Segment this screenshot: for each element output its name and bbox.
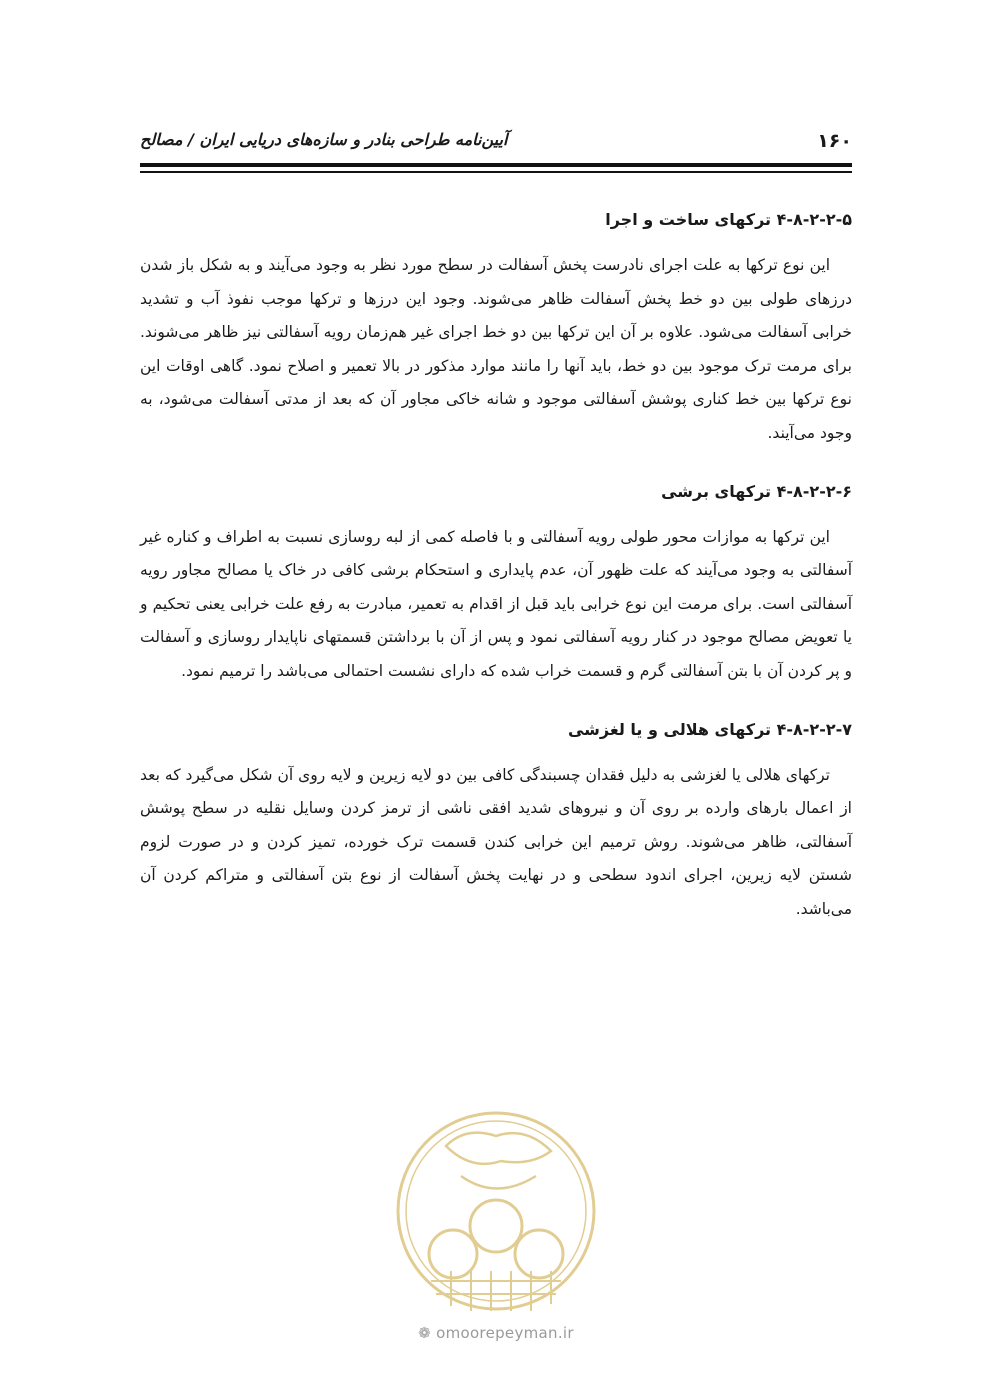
section xyxy=(140,715,852,927)
section xyxy=(140,477,852,689)
page-body xyxy=(140,205,852,953)
section-title: ۴-۸-۲-۲-۶ ترکهای برشی xyxy=(661,481,852,501)
section-paragraph: این ترکها به موازات محور طولی رویه آسفالتی و با فاصله کمی از لبه روسازی نسبت به اطراف و کناره غیر آسفالتی به وجود می‌آیند که علت ظهور آن، عدم پایداری و استحکام برشی کافی در خاک یا مصالح مجاور رویه آسفالتی است. برای مرمت این نوع خرابی باید قبل از اقدام به تعمیر، مبادرت به رفع علت خرابی یعنی تحکیم و یا تعویض مصالح موجود در کنار رویه آسفالتی نمود و پس از آن با برداشتن قسمتهای ناپایدار روسازی و آسفالت و پر کردن آن با بتن آسفالتی گرم و قسمت خراب شده که دارای نشست احتمالی می‌باشد را ترمیم نمود. xyxy=(140,527,852,680)
section-paragraph: ترکهای هلالی یا لغزشی به دلیل فقدان چسبندگی کافی بین دو لایه زیرین و لایه روی آن شکل می‌گیرد که بعد از اعمال بارهای وارده بر روی آن و نیروهای شدید افقی ناشی از ترمز کردن وسایل نقلیه در سطح پوشش آسفالتی، ظاهر می‌شوند. روش ترمیم این خرابی کندن قسمت ترک خورده، تمیز کردن و در صورت لزوم شستن لایه زیرین، اجرای اندود سطحی و در نهایت پخش آسفالت از نوع بتن آسفالتی و متراکم کردن آن می‌باشد. xyxy=(140,765,852,918)
watermark-url xyxy=(0,1324,992,1342)
watermark-url-text: omoorepeyman.ir xyxy=(436,1324,574,1342)
seal-icon xyxy=(391,1106,601,1316)
watermark-seal-logo xyxy=(391,1106,601,1316)
running-title: آیین‌نامه طراحی بنادر و سازه‌های دریایی ایران / مصالح xyxy=(140,130,508,149)
globe-icon: ❁ xyxy=(418,1324,432,1342)
page-number: ۱۶۰ xyxy=(817,130,852,152)
section-paragraph: این نوع ترکها به علت اجرای نادرست پخش آسفالت در سطح مورد نظر به وجود می‌آیند و به شکل باز شدن درزهای طولی بین دو خط پخش آسفالت ظاهر می‌شوند. وجود این درزها و ترکها موجب نفوذ آب و تشدید خرابی آسفالت می‌شود. علاوه بر آن این ترکها بین دو خط اجرای غیر هم‌زمان رویه آسفالتی نیز ظاهر می‌شوند. برای مرمت ترک موجود بین دو خط، باید آنها را مانند موارد مذکور در بالا تعمیر و اصلاح نمود. گاهی اوقات این نوع ترکها بین خط کناری پوشش آسفالتی موجود و شانه خاکی مجاور آن که بعد از مدتی آسفالت می‌شود، به وجود می‌آیند. xyxy=(140,256,852,442)
section xyxy=(140,205,852,451)
page-header xyxy=(140,120,852,156)
header-rule-thick xyxy=(140,163,852,167)
header-rule-thin xyxy=(140,171,852,173)
section-title: ۴-۸-۲-۲-۷ ترکهای هلالی و یا لغزشی xyxy=(567,719,852,739)
section-title: ۴-۸-۲-۲-۵ ترکهای ساخت و اجرا xyxy=(605,210,852,229)
